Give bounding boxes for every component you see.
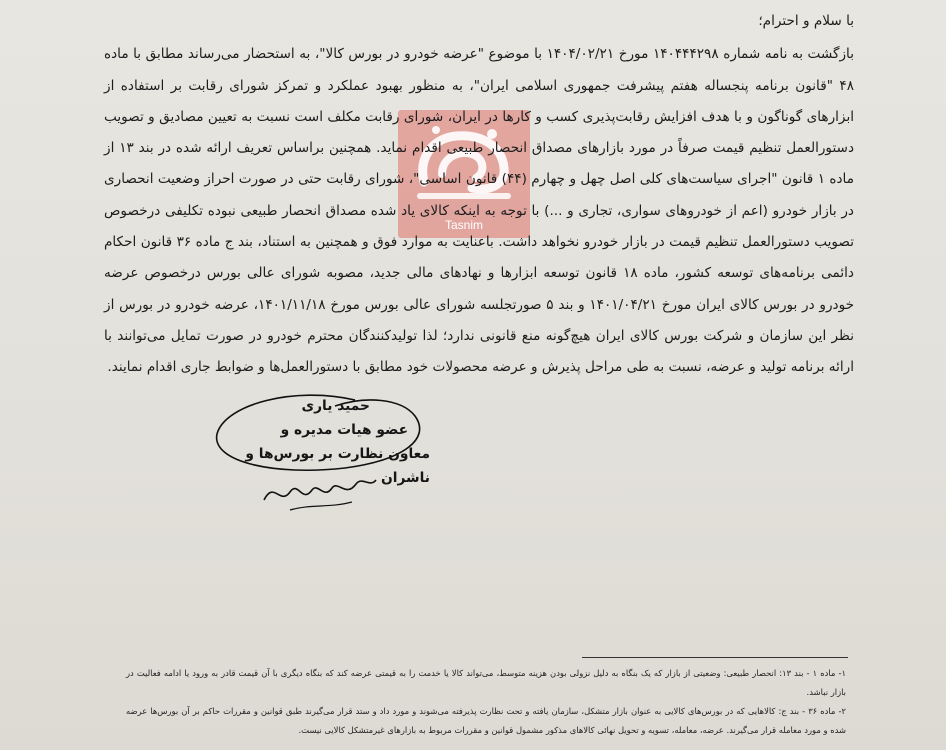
- main-paragraph: بازگشت به نامه شماره ۱۴۰۴۴۴۲۹۸ مورخ ۱۴۰۴/۰۲/۲۱ با موضوع "عرضه خودرو در بورس کالا"، به استحضار می‌رساند مطابق با ماده ۴۸ "قانون برنامه پنجساله هفتم پیشرفت جمهوری اسلامی ایران"، به منظور بهبود عملکرد و تمرکز شورای رقابت بر استفاده از ابزارهای گوناگون و با هدف افزایش رقابت‌پذیری کسب و کارها در ایران، شورای رقابت مکلف است نسبت به تعیین مصادیق و تصویب دستورالعمل تنظیم قیمت صرفاً در مورد بازارهای مصداق انحصار طبیعی اقدام نماید. همچنین براساس تعریف ارائه شده در بند ۱۳ از ماده ۱ قانون "اجرای سیاست‌های کلی اصل چهل و چهارم (۴۴) قانون اساسی"، شورای رقابت حتی در صورت احراز وضعیت انحصاری در بازار خودرو (اعم از خودروهای سواری، تجاری و ...) با توجه به اینکه کالای یاد شده مصداق انحصار طبیعی نبوده تکلیفی درخصوص تصویب دستورالعمل تنظیم قیمت در بازار خودرو نخواهد داشت. باعنایت به موارد فوق و همچنین به استناد، بند ج ماده ۳۶ قانون احکام دائمی برنامه‌های توسعه کشور، ماده ۱۸ قانون توسعه ابزارها و نهادهای مالی جدید، مصوبه شورای عالی بورس درخصوص عرضه خودرو در بورس کالای ایران مورخ ۱۴۰۱/۰۴/۲۱ و بند ۵ صورتجلسه شورای عالی بورس مورخ ۱۴۰۱/۱۱/۱۸، عرضه خودرو در بورس از نظر این سازمان و شرکت بورس کالای ایران هیچ‌گونه منع قانونی ندارد؛ لذا تولیدکنندگان محترم خودرو در صورت تمایل می‌توانند با ارائه برنامه تولید و عرضه، نسبت به طی مراحل پذیرش و عرضه محصولات خود مطابق با دستورالعمل‌ها و ضوابط جاری اقدام نمایند.: [104, 46, 854, 376]
- signatory-name: حمید یاری: [301, 398, 370, 414]
- signatory-title-line2: معاون نظارت بر بورس‌ها و ناشران: [245, 446, 430, 486]
- signatory-title-line1: عضو هیات مدیره و: [280, 422, 408, 438]
- handwritten-signature-icon: [260, 470, 380, 515]
- letter-body: [104, 6, 854, 384]
- footnote-2: ۲- ماده ۳۶ - بند ج: کالاهایی که در بورس‌های کالایی به عنوان بازار متشکل، سازمان یافته و تحت نظارت پذیرفته می‌شوند و مورد داد و ستد قرار می‌گیرند طبق قوانین و مقررات حاکم بر آن بورس‌ها عرضه شده و مورد معامله قرار می‌گیرند. عرضه، معامله، تسویه و تحویل نهائی کالاهای مذکور مشمول قوانین و مقررات مربوط به بازارهای غیرمتشکل کالایی نیست.: [126, 706, 846, 735]
- greeting: با سلام و احترام؛: [758, 13, 854, 29]
- footnote-divider: [582, 657, 848, 658]
- footnotes: [126, 664, 846, 740]
- watermark-label: Tasnim: [444, 218, 483, 232]
- footnote-1: ۱- ماده ۱ - بند ۱۳: انحصار طبیعی: وضعیتی از بازار که یک بنگاه به دلیل نزولی بودن هزینه متوسط، می‌تواند کالا یا خدمت را به قیمتی عرضه کند که بنگاه دیگری با آن قیمت قادر به ورود یا ادامه فعالیت در بازار نباشد.: [126, 668, 846, 697]
